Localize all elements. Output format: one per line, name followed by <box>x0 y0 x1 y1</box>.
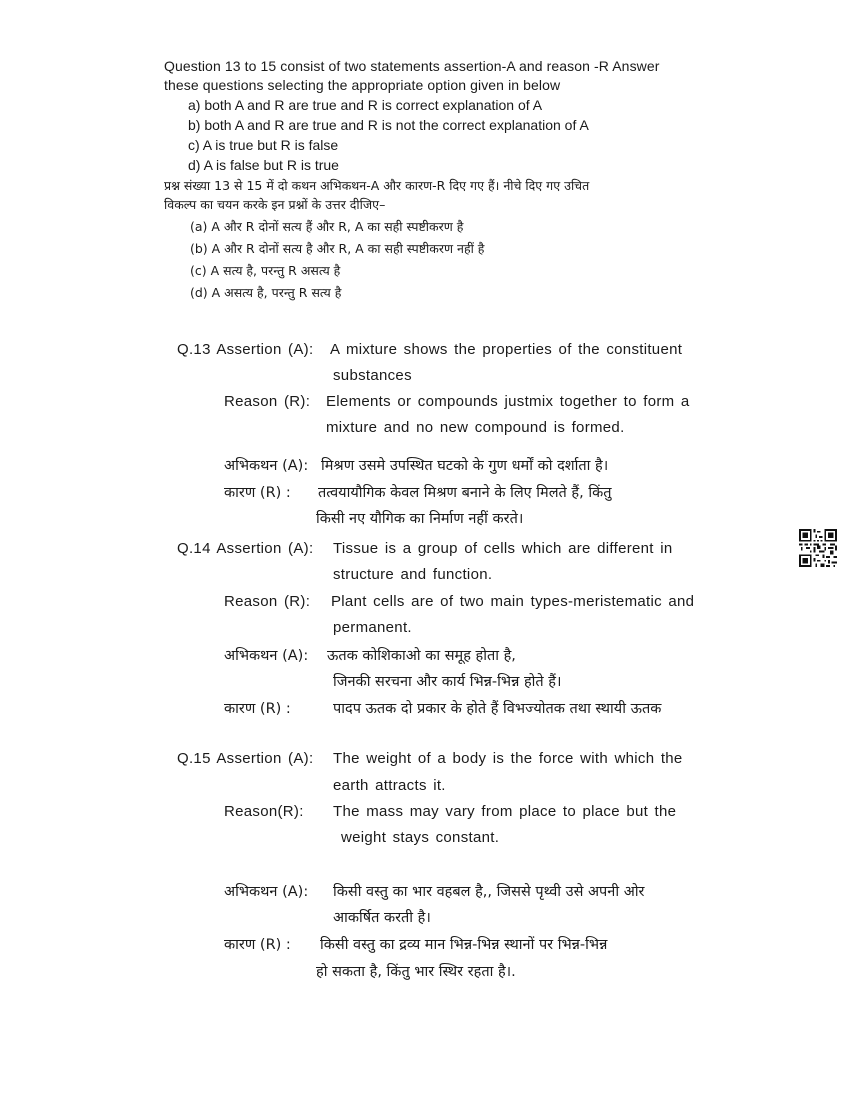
q15-hindi-reason-text-2: हो सकता है, किंतु भार स्थिर रहता है।. <box>316 964 516 980</box>
q13-assertion-text-2: substances <box>333 367 412 384</box>
q14-assertion-text-2: structure and function. <box>333 566 493 583</box>
q15-hindi-assertion-label: अभिकथन (A): <box>224 884 309 900</box>
q14-reason-text-2: permanent. <box>333 619 412 636</box>
option-c-english: c) A is true but R is false <box>188 137 339 153</box>
q14-hindi-assertion-label: अभिकथन (A): <box>224 648 309 664</box>
option-d-hindi: (d) A असत्य है, परन्तु R सत्य है <box>190 285 342 300</box>
q14-hindi-reason-label: कारण (R) : <box>224 701 291 717</box>
q13-hindi-reason-text-1: तत्वयायौगिक केवल मिश्रण बनाने के लिए मिलते हैं, किंतु <box>318 485 612 501</box>
qr-code-icon <box>799 529 837 567</box>
q15-assertion-text-1: The weight of a body is the force with which the <box>333 750 683 767</box>
q13-hindi-assertion-text: मिश्रण उसमे उपस्थित घटको के गुण धर्मों को दर्शाता है। <box>321 458 609 474</box>
intro-english-line-2: these questions selecting the appropriate option given in below <box>164 77 561 93</box>
q14-hindi-reason-text: पादप ऊतक दो प्रकार के होते हैं विभज्योतक तथा स्थायी ऊतक <box>333 701 662 717</box>
q15-hindi-reason-label: कारण (R) : <box>224 937 291 953</box>
q14-assertion-text-1: Tissue is a group of cells which are different in <box>333 540 673 557</box>
q13-hindi-assertion-label: अभिकथन (A): <box>224 458 309 474</box>
q13-reason-label: Reason (R): <box>224 393 311 410</box>
q14-reason-text-1: Plant cells are of two main types-meristematic and <box>331 593 695 610</box>
q15-reason-text-1: The mass may vary from place to place but the <box>333 803 677 820</box>
q15-hindi-reason-text-1: किसी वस्तु का द्रव्य मान भिन्न-भिन्न स्थानों पर भिन्न-भिन्न <box>320 937 608 953</box>
q13-reason-text-2: mixture and no new compound is formed. <box>326 419 625 436</box>
q13-hindi-reason-text-2: किसी नए यौगिक का निर्माण नहीं करते। <box>316 511 524 527</box>
q15-reason-text-2: weight stays constant. <box>341 829 500 846</box>
option-c-hindi: (c) A सत्य है, परन्तु R असत्य है <box>190 263 341 278</box>
q15-hindi-assertion-text-2: आकर्षित करती है। <box>333 910 431 926</box>
intro-english-line-1: Question 13 to 15 consist of two statements assertion-A and reason -R Answer <box>164 58 660 74</box>
q14-assertion-label: Q.14 Assertion (A): <box>177 540 314 557</box>
q15-assertion-text-2: earth attracts it. <box>333 777 446 794</box>
q15-hindi-assertion-text-1: किसी वस्तु का भार वहबल है,, जिससे पृथ्वी उसे अपनी ओर <box>333 884 645 900</box>
q13-assertion-text-1: A mixture shows the properties of the constituent <box>330 341 683 358</box>
option-d-english: d) A is false but R is true <box>188 157 339 173</box>
q14-hindi-assertion-text-2: जिनकी सरचना और कार्य भिन्न-भिन्न होते हैं। <box>333 674 562 690</box>
q15-reason-label: Reason(R): <box>224 803 304 820</box>
q13-reason-text-1: Elements or compounds justmix together to form a <box>326 393 690 410</box>
q13-hindi-reason-label: कारण (R) : <box>224 485 291 501</box>
q13-assertion-label: Q.13 Assertion (A): <box>177 341 314 358</box>
q15-assertion-label: Q.15 Assertion (A): <box>177 750 314 767</box>
q14-reason-label: Reason (R): <box>224 593 311 610</box>
option-b-hindi: (b) A और R दोनों सत्य है और R, A का सही स्पष्टीकरण नहीं है <box>190 241 485 256</box>
option-b-english: b) both A and R are true and R is not the correct explanation of A <box>188 117 589 133</box>
option-a-hindi: (a) A और R दोनों सत्य हैं और R, A का सही स्पष्टीकरण है <box>190 219 464 234</box>
q14-hindi-assertion-text-1: ऊतक कोशिकाओ का समूह होता है, <box>327 648 516 664</box>
intro-hindi-line-2: विकल्प का चयन करके इन प्रश्नों के उत्तर दीजिए– <box>164 197 386 212</box>
intro-hindi-line-1: प्रश्न संख्या 13 से 15 में दो कथन अभिकथन-A और कारण-R दिए गए हैं। नीचे दिए गए उचित <box>164 178 590 193</box>
option-a-english: a) both A and R are true and R is correct explanation of A <box>188 97 543 113</box>
